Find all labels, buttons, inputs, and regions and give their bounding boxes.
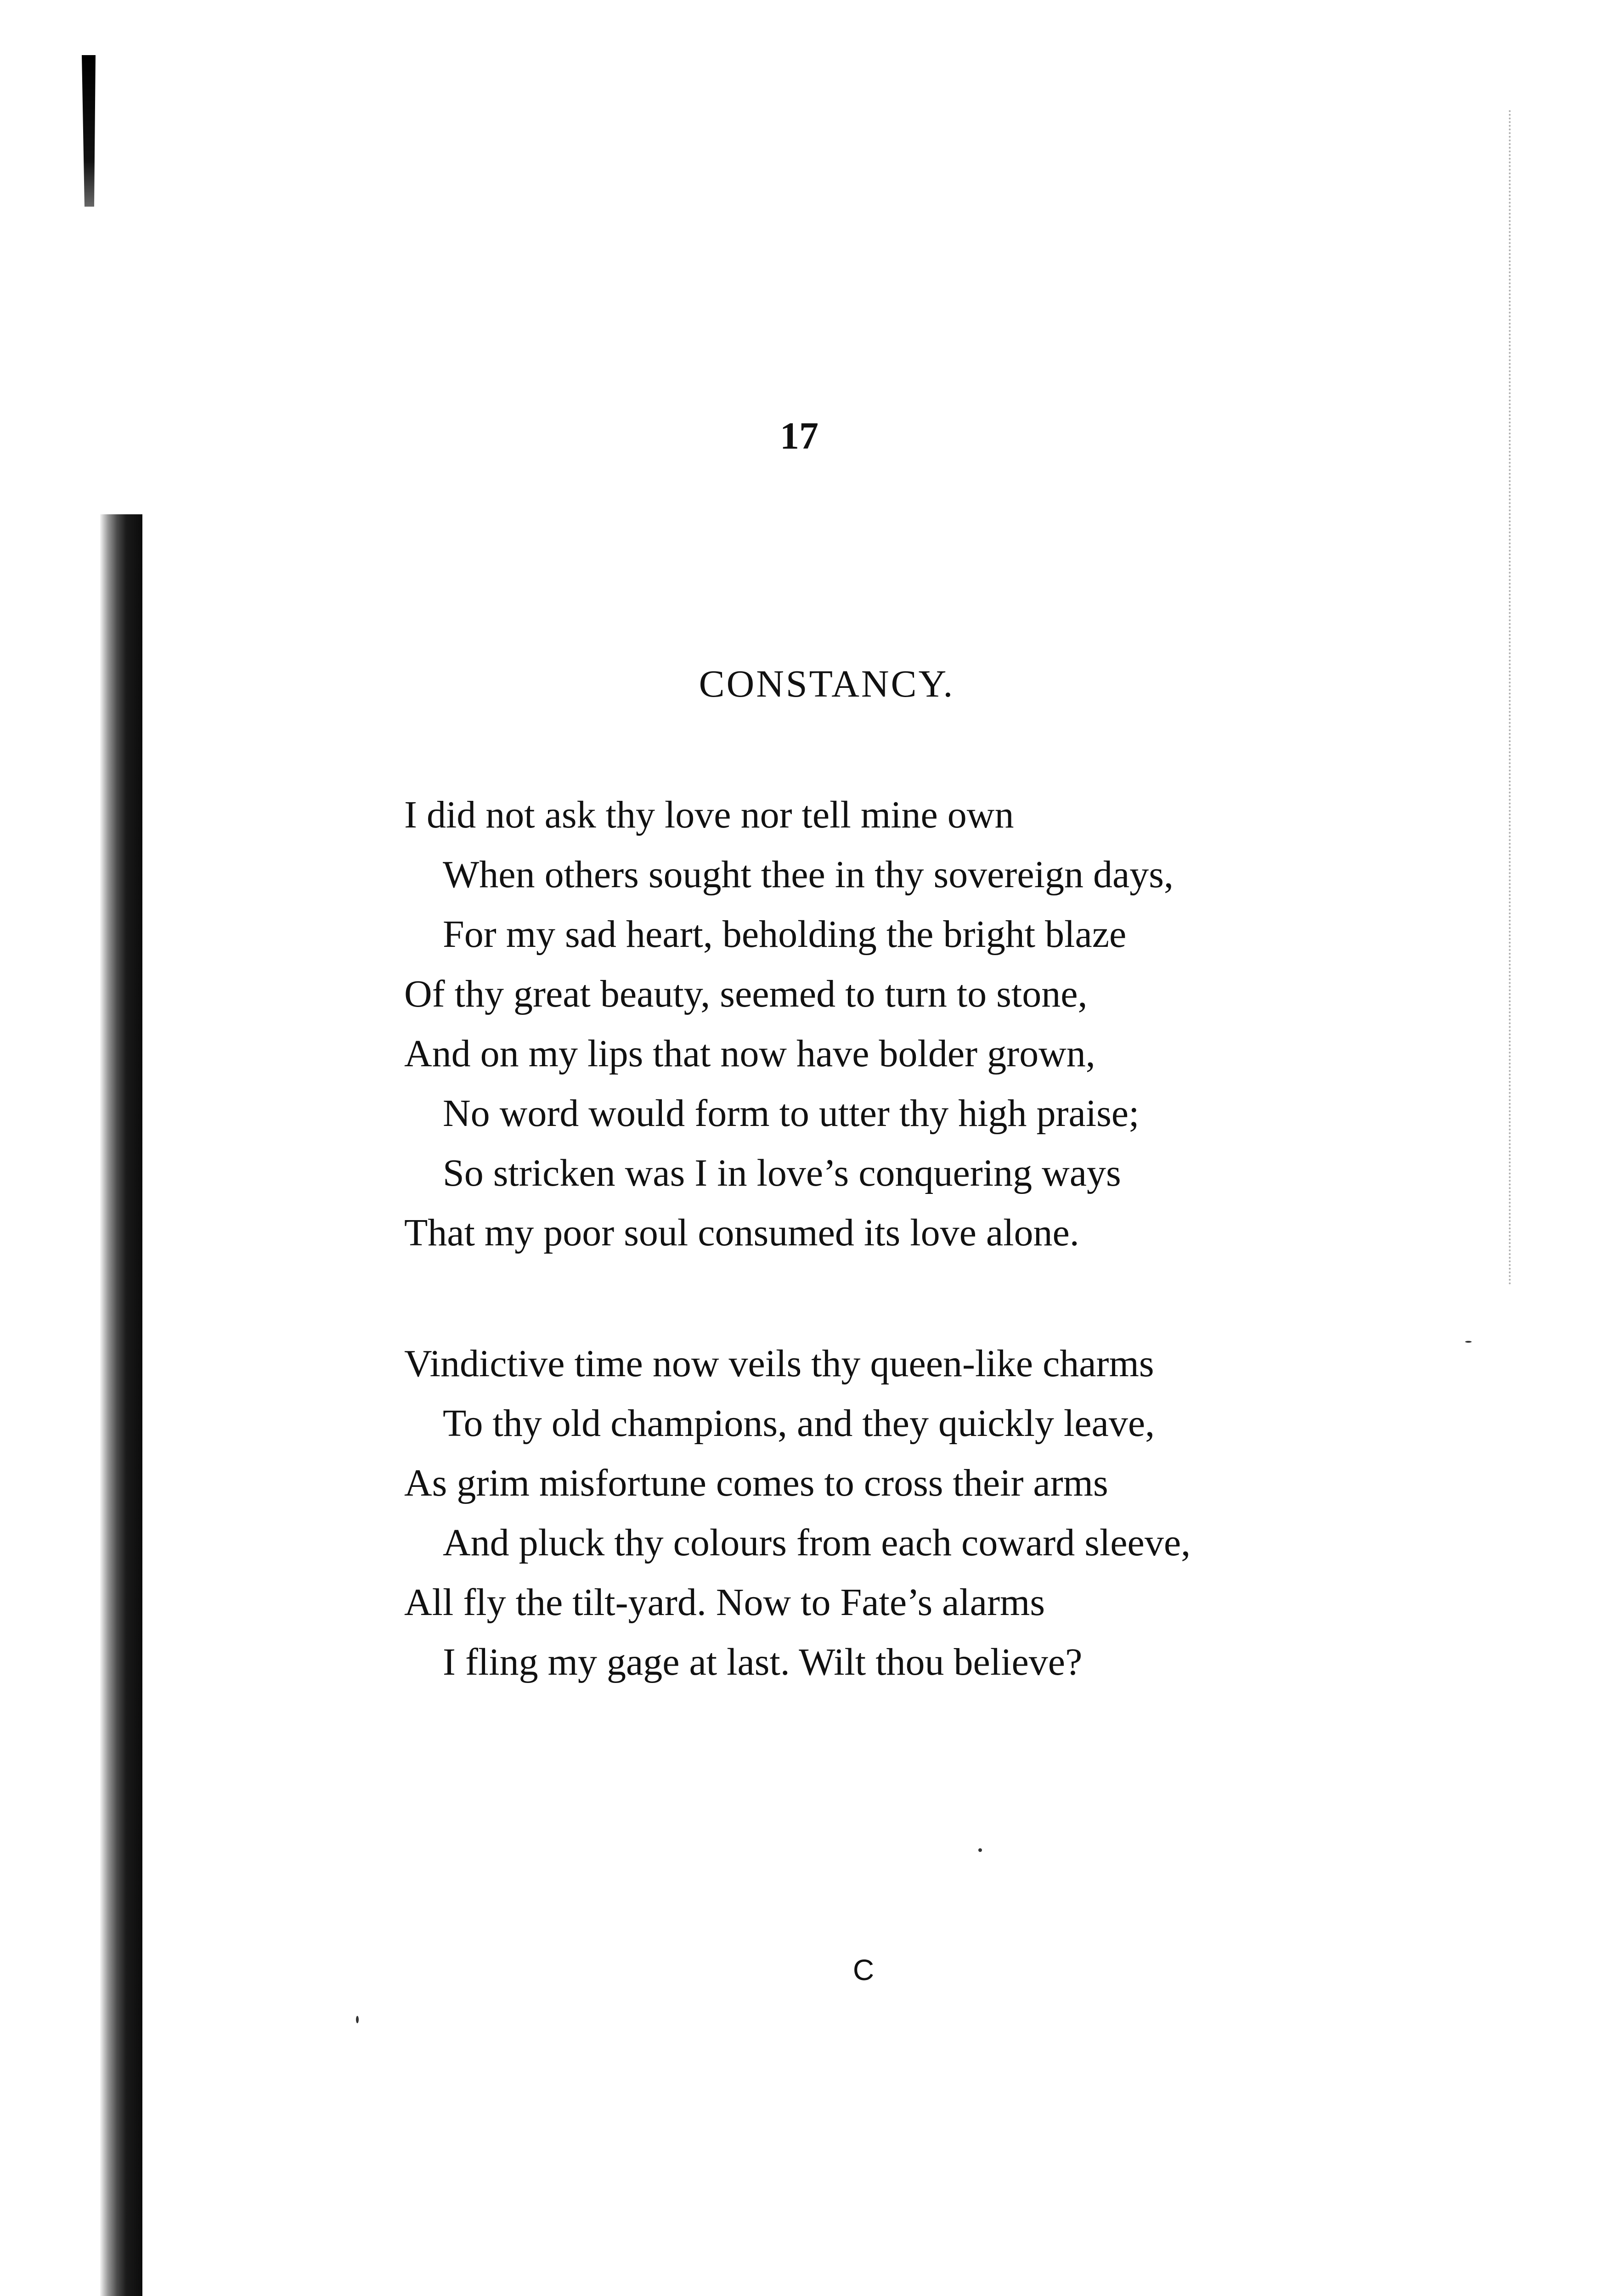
binding-shadow-top xyxy=(82,55,96,207)
poem-line: And pluck thy colours from each coward sleeve, xyxy=(443,1521,1191,1564)
poem-line: As grim misfortune comes to cross their arms xyxy=(404,1462,1108,1504)
poem-line: No word would form to utter thy high praise; xyxy=(443,1092,1140,1135)
poem-line: All fly the tilt-yard. Now to Fate’s alarms xyxy=(404,1581,1045,1624)
poem-title: CONSTANCY. xyxy=(699,663,955,705)
stanza-2 xyxy=(404,1334,1461,1692)
poem-line: To thy old champions, and they quickly leave, xyxy=(443,1402,1155,1445)
signature-mark: C xyxy=(852,1953,875,1986)
poem-line: So stricken was I in love’s conquering ways xyxy=(443,1152,1121,1194)
ink-speck xyxy=(978,1848,982,1852)
ink-speck xyxy=(1465,1341,1472,1343)
poem-line: And on my lips that now have bolder grown, xyxy=(404,1032,1095,1075)
poem-line: That my poor soul consumed its love alone. xyxy=(404,1211,1079,1254)
poem-line: I did not ask thy love nor tell mine own xyxy=(404,793,1014,836)
ink-speck xyxy=(356,2016,359,2023)
poem-line: Of thy great beauty, seemed to turn to stone, xyxy=(404,973,1088,1015)
page-right-edge xyxy=(1509,110,1515,1286)
page-number: 17 xyxy=(780,415,818,457)
poem-line: I fling my gage at last. Wilt thou believe? xyxy=(443,1641,1083,1683)
binding-edge xyxy=(100,514,142,2296)
poem-line: For my sad heart, beholding the bright blaze xyxy=(443,913,1127,956)
poem-line: When others sought thee in thy sovereign days, xyxy=(443,853,1174,896)
poem-line: Vindictive time now veils thy queen-like charms xyxy=(404,1342,1154,1385)
stanza-1 xyxy=(404,785,1461,1263)
